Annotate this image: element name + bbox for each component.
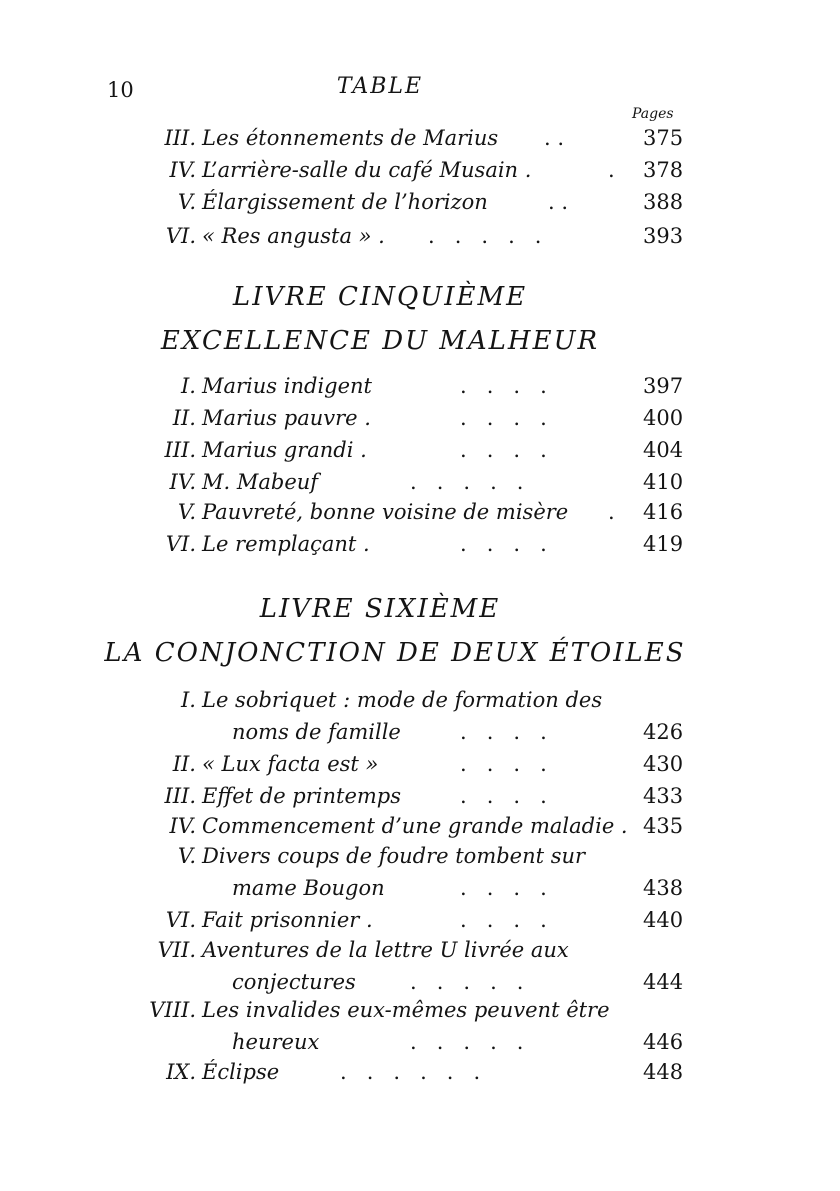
- leader-dots: . .: [548, 190, 569, 214]
- entry-number: III.: [164, 438, 196, 462]
- entry-page: 430: [643, 752, 684, 776]
- entry-page: 426: [643, 720, 684, 744]
- entry-page: 378: [643, 158, 684, 182]
- toc-entry: [0, 220, 840, 252]
- toc-entry: [0, 466, 840, 498]
- entry-number: VII.: [157, 938, 196, 962]
- book-subtitle: EXCELLENCE DU MALHEUR: [160, 326, 600, 356]
- entry-title: Fait prisonnier .: [202, 908, 373, 932]
- leader-dots: . . . .: [460, 406, 547, 430]
- pages-column-label: Pages: [632, 106, 674, 122]
- entry-title: Effet de printemps: [202, 784, 402, 808]
- leader-dots: . . . . .: [428, 224, 542, 248]
- entry-page: 404: [643, 438, 684, 462]
- leader-dots: . . . .: [460, 752, 547, 776]
- entry-number: I.: [181, 374, 196, 398]
- entry-title: Marius grandi .: [202, 438, 367, 462]
- toc-entry: [0, 496, 840, 528]
- toc-entry: [0, 840, 840, 872]
- leader-dots: . .: [544, 126, 565, 150]
- entry-page: 410: [643, 470, 684, 494]
- entry-page: 438: [643, 876, 684, 900]
- entry-number: VI.: [165, 532, 196, 556]
- entry-title: Divers coups de foudre tombent sur: [202, 844, 586, 868]
- entry-page: 433: [643, 784, 684, 808]
- leader-dots: . . . .: [460, 720, 547, 744]
- leader-dots: .: [608, 158, 615, 182]
- leader-dots: . . . . .: [410, 1030, 524, 1054]
- entry-title: Le remplaçant .: [202, 532, 370, 556]
- toc-entry: [0, 1056, 840, 1088]
- book-subtitle: LA CONJONCTION DE DEUX ÉTOILES: [104, 638, 686, 668]
- entry-number: II.: [172, 406, 196, 430]
- leader-dots: . . . .: [460, 438, 547, 462]
- toc-entry: [0, 402, 840, 434]
- toc-entry: [0, 684, 840, 716]
- entry-number: III.: [164, 126, 196, 150]
- entry-title-continuation: mame Bougon: [232, 876, 385, 900]
- running-title: TABLE: [336, 74, 424, 99]
- leader-dots: . . . .: [460, 876, 547, 900]
- toc-entry-continuation: [0, 716, 840, 748]
- toc-entry: [0, 122, 840, 154]
- entry-number: III.: [164, 784, 196, 808]
- toc-entry: [0, 934, 840, 966]
- entry-title: Les invalides eux-mêmes peuvent être: [202, 998, 610, 1022]
- entry-page: 393: [643, 224, 684, 248]
- toc-entry: [0, 370, 840, 402]
- entry-title: L’arrière-salle du café Musain .: [202, 158, 532, 182]
- toc-entry: [0, 748, 840, 780]
- book-heading: LIVRE CINQUIÈME: [232, 282, 528, 312]
- entry-page: 375: [643, 126, 684, 150]
- entry-number: IX.: [166, 1060, 196, 1084]
- entry-number: II.: [172, 752, 196, 776]
- entry-title: Aventures de la lettre U livrée aux: [202, 938, 569, 962]
- entry-number: VI.: [165, 908, 196, 932]
- entry-page: 388: [643, 190, 684, 214]
- entry-page: 444: [643, 970, 684, 994]
- entry-title: Marius indigent: [202, 374, 372, 398]
- toc-entry: [0, 434, 840, 466]
- leader-dots: . . . .: [460, 784, 547, 808]
- toc-entry-continuation: [0, 872, 840, 904]
- entry-title: Éclipse: [202, 1060, 280, 1084]
- entry-title: « Lux facta est »: [202, 752, 379, 776]
- entry-number: IV.: [169, 470, 196, 494]
- page-folio: 10: [107, 78, 134, 102]
- leader-dots: . . . .: [460, 374, 547, 398]
- entry-page: 440: [643, 908, 684, 932]
- entry-page: 448: [643, 1060, 684, 1084]
- entry-title-continuation: conjectures: [232, 970, 356, 994]
- toc-entry: [0, 810, 840, 842]
- leader-dots: . . . . .: [410, 470, 524, 494]
- toc-entry-continuation: [0, 1026, 840, 1058]
- entry-title: Commencement d’une grande maladie .: [202, 814, 628, 838]
- leader-dots: . . . .: [460, 532, 547, 556]
- toc-entry: [0, 528, 840, 560]
- toc-entry: [0, 780, 840, 812]
- entry-number: IV.: [169, 158, 196, 182]
- leader-dots: . . . . .: [410, 970, 524, 994]
- entry-page: 419: [643, 532, 684, 556]
- entry-title: Marius pauvre .: [202, 406, 371, 430]
- entry-page: 446: [643, 1030, 684, 1054]
- entry-page: 397: [643, 374, 684, 398]
- entry-page: 435: [643, 814, 684, 838]
- entry-page: 400: [643, 406, 684, 430]
- entry-number: VI.: [165, 224, 196, 248]
- toc-entry: [0, 994, 840, 1026]
- entry-title-continuation: noms de famille: [232, 720, 401, 744]
- entry-number: V.: [177, 500, 196, 524]
- leader-dots: .: [608, 500, 615, 524]
- entry-title: M. Mabeuf: [202, 470, 319, 494]
- entry-number: IV.: [169, 814, 196, 838]
- leader-dots: . . . . . .: [340, 1060, 481, 1084]
- entry-page: 416: [643, 500, 684, 524]
- entry-number: V.: [177, 190, 196, 214]
- entry-title: Les étonnements de Marius: [202, 126, 499, 150]
- toc-entry: [0, 904, 840, 936]
- entry-title: Le sobriquet : mode de formation des: [202, 688, 603, 712]
- entry-title: Pauvreté, bonne voisine de misère: [202, 500, 569, 524]
- entry-number: V.: [177, 844, 196, 868]
- entry-number: VIII.: [149, 998, 196, 1022]
- entry-title: Élargissement de l’horizon: [202, 190, 488, 214]
- toc-entry: [0, 186, 840, 218]
- book-heading: LIVRE SIXIÈME: [259, 594, 501, 624]
- toc-entry: [0, 154, 840, 186]
- entry-number: I.: [181, 688, 196, 712]
- leader-dots: . . . .: [460, 908, 547, 932]
- entry-title-continuation: heureux: [232, 1030, 320, 1054]
- entry-title: « Res angusta » .: [202, 224, 385, 248]
